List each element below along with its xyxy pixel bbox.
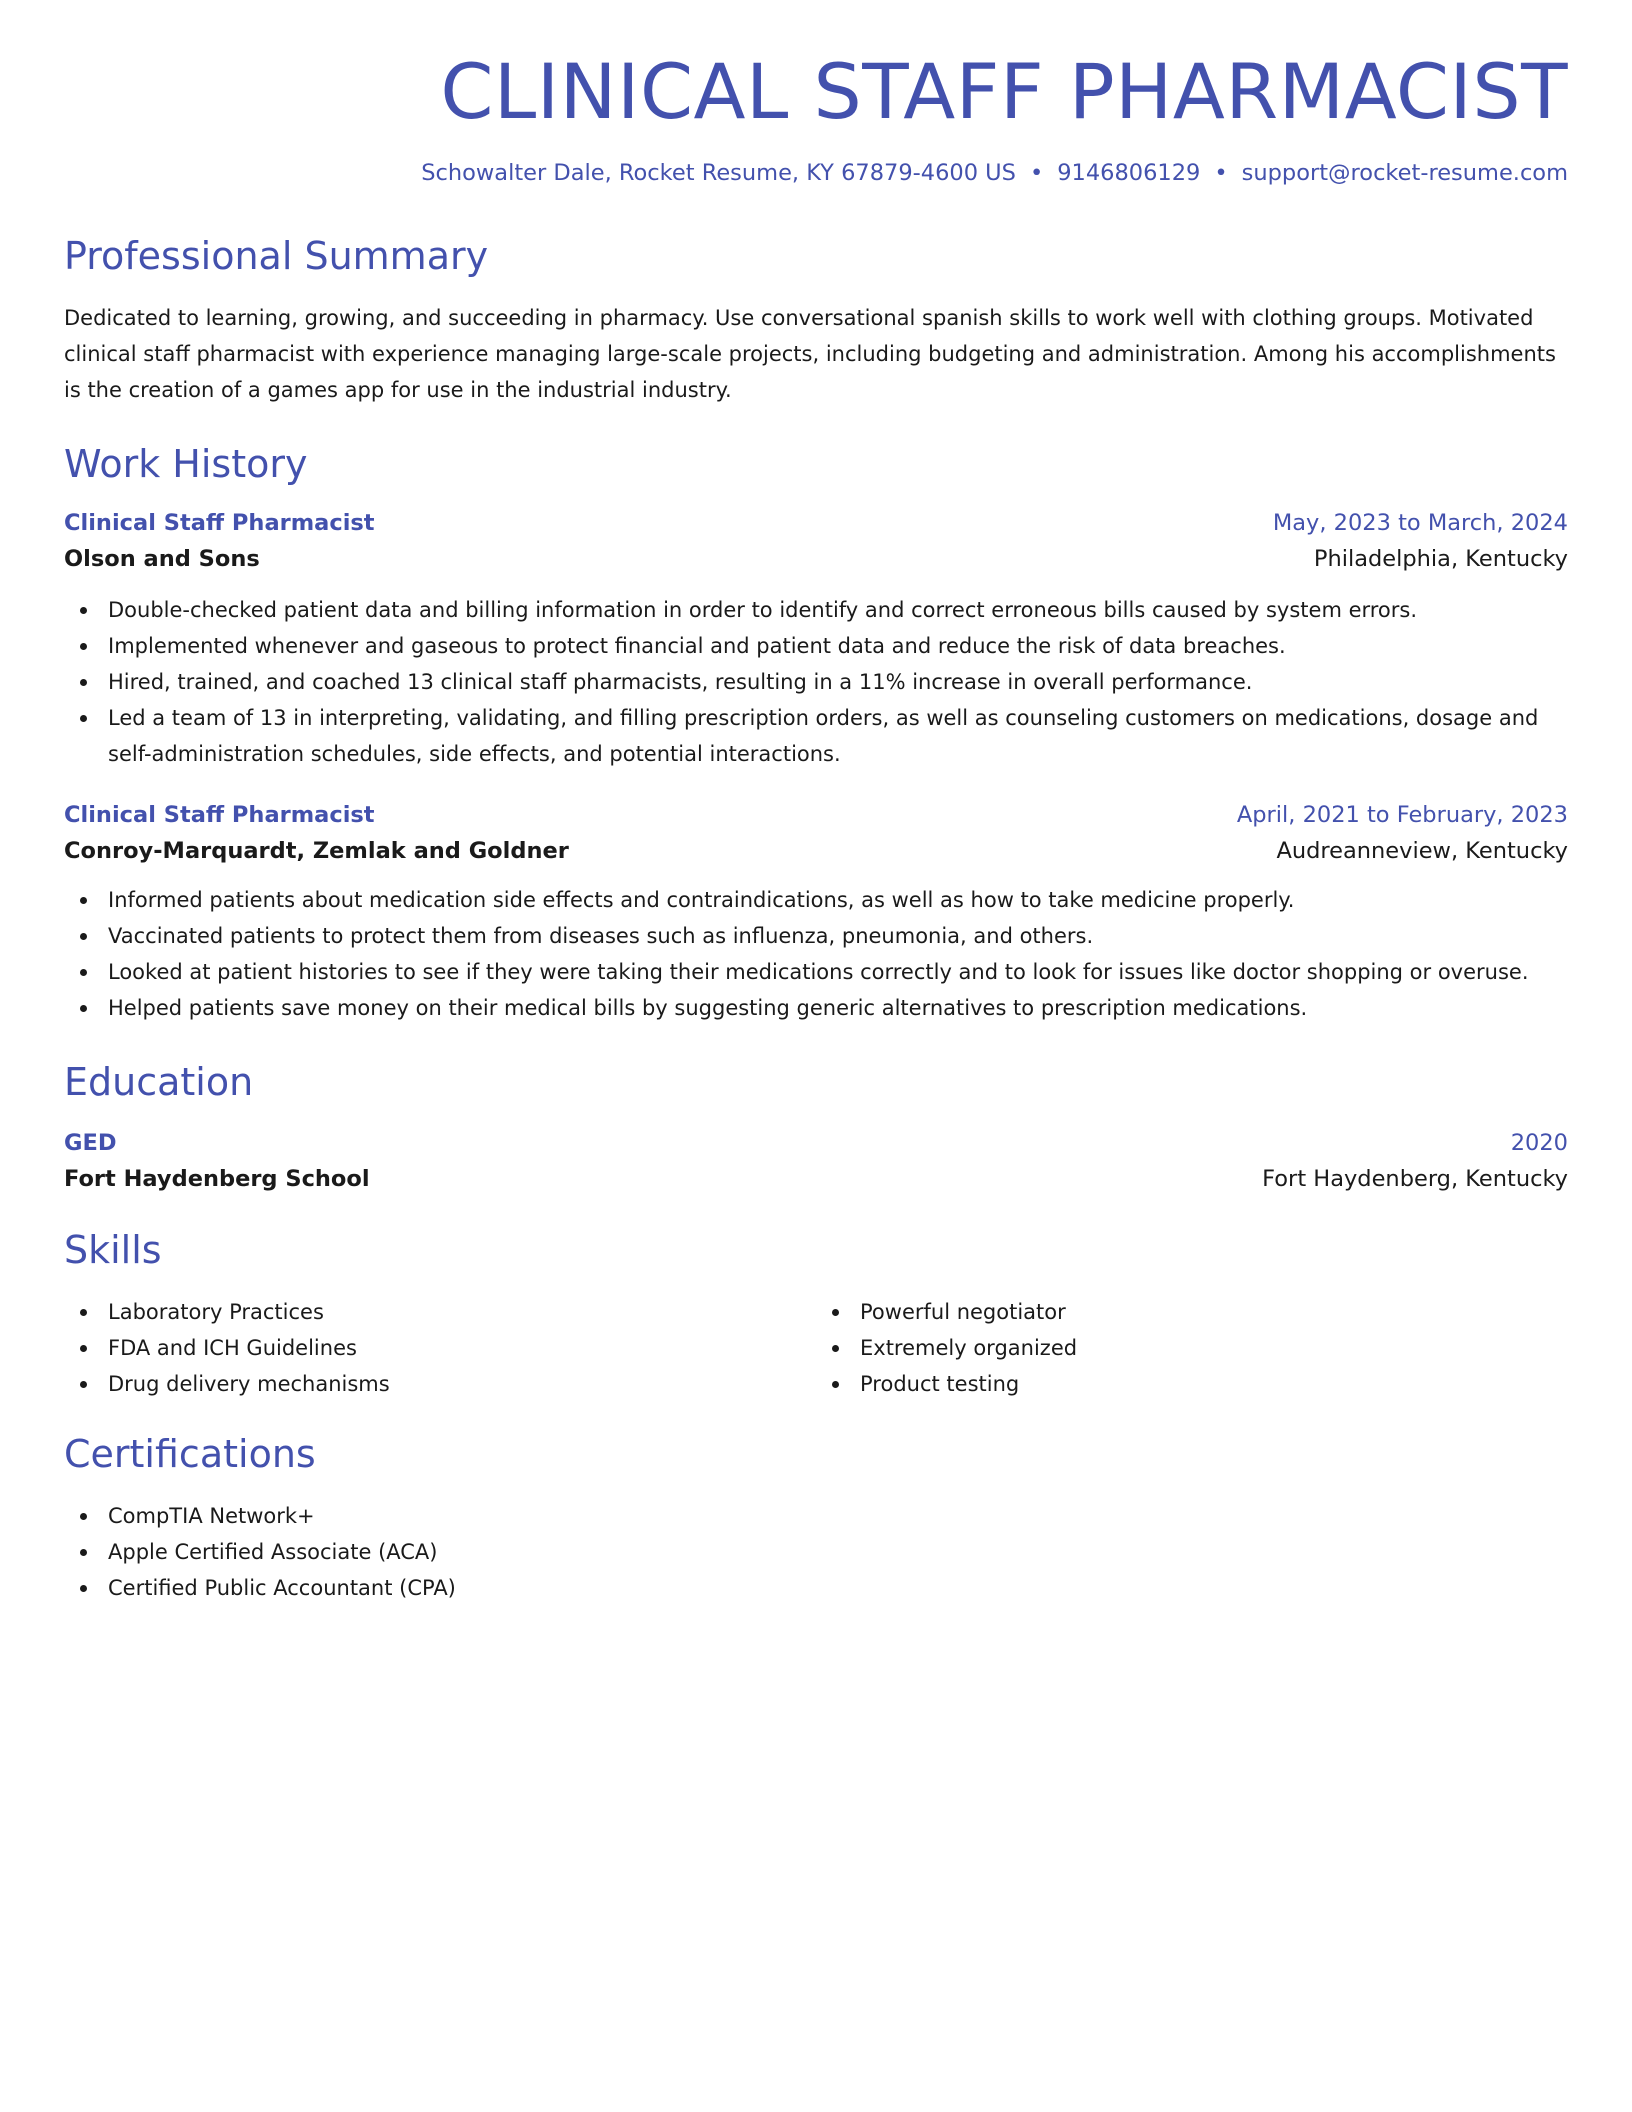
contact-email: support@rocket-resume.com (1241, 159, 1568, 186)
bullet-dot (832, 1381, 839, 1388)
bullet-dot (80, 969, 87, 976)
job-bullet (64, 592, 1568, 628)
education-degree: GED (64, 1129, 117, 1156)
job-title: Clinical Staff Pharmacist (64, 509, 375, 536)
skill-item (816, 1366, 1568, 1402)
bullet-dot (80, 1345, 87, 1352)
job-bullet (64, 918, 1568, 954)
bullet-dot (832, 1345, 839, 1352)
bullet-dot (80, 643, 87, 650)
education-location: Fort Haydenberg, Kentucky (1262, 1165, 1568, 1192)
skill-item (64, 1294, 816, 1330)
education-section (64, 1060, 1568, 1192)
work-history-heading: Work History (64, 441, 308, 486)
skill-text: Product testing (860, 1371, 1020, 1396)
job-bullet (64, 700, 1568, 772)
job-entry (64, 802, 1568, 1026)
job-bullet-text: Helped patients save money on their medical bills by suggesting generic alternatives to prescription medications. (108, 995, 1308, 1020)
job-subheader (64, 546, 1568, 572)
job-bullet-text: Looked at patient histories to see if they were taking their medications correctly and to look for issues like doctor shopping or overuse. (108, 959, 1529, 984)
skill-text: FDA and ICH Guidelines (108, 1335, 357, 1360)
job-header (64, 510, 1568, 536)
skill-text: Powerful negotiator (860, 1299, 1066, 1324)
contact-phone: 9146806129 (1057, 159, 1201, 186)
certification-item (64, 1570, 1568, 1606)
job-bullet-text: Double-checked patient data and billing information in order to identify and correct erroneous bills caused by system errors. (108, 597, 1418, 622)
job-bullet-text: Informed patients about medication side effects and contraindications, as well as how to take medicine properly. (108, 887, 1295, 912)
education-header (64, 1130, 1568, 1156)
skill-item (816, 1330, 1568, 1366)
work-history-section (64, 442, 1568, 1026)
job-dates: April, 2021 to February, 2023 (1236, 801, 1568, 828)
skill-text: Drug delivery mechanisms (108, 1371, 390, 1396)
bullet-dot (80, 1585, 87, 1592)
skill-item (816, 1294, 1568, 1330)
summary-heading: Professional Summary (64, 233, 489, 278)
job-bullets (64, 882, 1568, 1026)
job-header (64, 802, 1568, 828)
certification-text: Apple Certified Associate (ACA) (108, 1539, 438, 1564)
bullet-dot (80, 1005, 87, 1012)
skill-text: Extremely organized (860, 1335, 1078, 1360)
contact-line (64, 160, 1568, 186)
education-heading: Education (64, 1059, 254, 1104)
job-bullet-text: Hired, trained, and coached 13 clinical staff pharmacists, resulting in a 11% increase in overall performance. (108, 669, 1253, 694)
education-year: 2020 (1510, 1129, 1568, 1156)
bullet-dot (80, 715, 87, 722)
education-subheader (64, 1166, 1568, 1192)
certifications-list (64, 1498, 1568, 1606)
skills-section (64, 1228, 1568, 1402)
job-subheader (64, 838, 1568, 864)
bullet-dot (80, 897, 87, 904)
resume-title: CLINICAL STAFF PHARMACIST (440, 47, 1568, 136)
bullet-dot (80, 1309, 87, 1316)
skills-column-right (816, 1294, 1568, 1402)
job-bullets (64, 592, 1568, 772)
job-title: Clinical Staff Pharmacist (64, 801, 375, 828)
certification-text: CompTIA Network+ (108, 1503, 315, 1528)
job-location: Philadelphia, Kentucky (1313, 545, 1568, 572)
education-school: Fort Haydenberg School (64, 1165, 370, 1192)
certification-item (64, 1498, 1568, 1534)
certifications-section (64, 1432, 1568, 1606)
skills-grid (64, 1294, 1568, 1402)
bullet-dot (80, 1381, 87, 1388)
summary-section (64, 234, 1568, 408)
job-bullet-text: Led a team of 13 in interpreting, validating, and filling prescription orders, as well as counseling customers on medications, dosage and self-administration schedules, side effects, and potential interactions. (108, 705, 1539, 766)
certification-item (64, 1534, 1568, 1570)
contact-separator: • (1214, 159, 1228, 186)
job-bullet-text: Vaccinated patients to protect them from diseases such as influenza, pneumonia, and others. (108, 923, 1094, 948)
bullet-dot (80, 1513, 87, 1520)
skill-item (64, 1330, 816, 1366)
job-bullet (64, 628, 1568, 664)
skill-item (64, 1366, 816, 1402)
job-dates: May, 2023 to March, 2024 (1272, 509, 1568, 536)
skill-text: Laboratory Practices (108, 1299, 324, 1324)
job-bullet-text: Implemented whenever and gaseous to protect financial and patient data and reduce the risk of data breaches. (108, 633, 1286, 658)
job-bullet (64, 882, 1568, 918)
bullet-dot (80, 607, 87, 614)
certification-text: Certified Public Accountant (CPA) (108, 1575, 456, 1600)
job-company: Olson and Sons (64, 545, 260, 572)
job-entry (64, 510, 1568, 772)
job-bullet (64, 954, 1568, 990)
contact-address: Schowalter Dale, Rocket Resume, KY 67879-4600 US (421, 159, 1016, 186)
skills-column-left (64, 1294, 816, 1402)
bullet-dot (80, 933, 87, 940)
contact-separator: • (1029, 159, 1044, 186)
certifications-heading: Certifications (64, 1431, 316, 1476)
bullet-dot (80, 1549, 87, 1556)
job-bullet (64, 990, 1568, 1026)
bullet-dot (80, 679, 87, 686)
job-bullet (64, 664, 1568, 700)
education-entry (64, 1130, 1568, 1192)
summary-text: Dedicated to learning, growing, and succeeding in pharmacy. Use conversational spanish skills to work well with clothing groups. Motivated clinical staff pharmacist with experience managing large-scale projects, including budgeting and administration. Among his accomplishments is the creation of a games app for use in the industrial industry. (64, 305, 1556, 402)
bullet-dot (832, 1309, 839, 1316)
job-company: Conroy-Marquardt, Zemlak and Goldner (64, 837, 569, 864)
job-location: Audreanneview, Kentucky (1276, 837, 1568, 864)
skills-heading: Skills (64, 1227, 162, 1272)
